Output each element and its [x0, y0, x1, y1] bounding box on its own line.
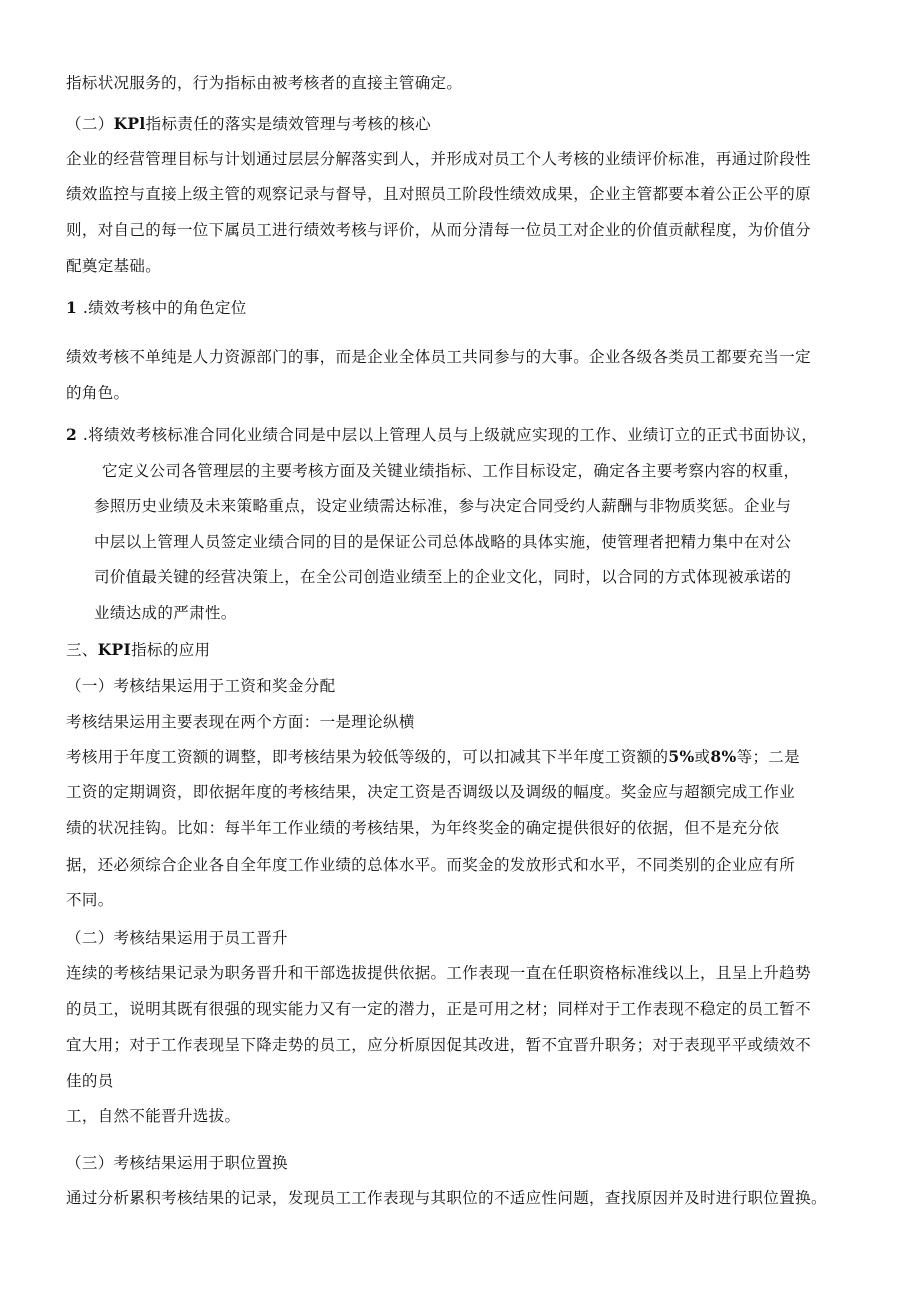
text-line: 连续的考核结果记录为职务晋升和干部选拔提供依据。工作表现一直在任职资格标准线以上，且呈上升趋势 [66, 964, 811, 982]
text-line: 绩效考核不单纯是人力资源部门的事，而是企业全体员工共同参与的大事。企业各级各类员工都要充当一定 [66, 348, 811, 366]
text-line: 司价值最关键的经营决策上，在全公司创造业绩至上的企业文化，同时，以合同的方式体现被承诺的 [94, 568, 792, 586]
text-line: 通过分析累积考核结果的记录，发现员工工作表现与其职位的不适应性问题，查找原因并及时进行职位置换。 [66, 1189, 827, 1207]
text-line: 佳的员 [66, 1072, 114, 1090]
text-line: 考核结果运用主要表现在两个方面：一是理论纵横 [66, 713, 415, 731]
section-heading: （一）考核结果运用于工资和奖金分配 [66, 677, 336, 695]
section-heading: （三）考核结果运用于职位置换 [66, 1154, 288, 1172]
text-line: 参照历史业绩及未来策略重点，设定业绩需达标准，参与决定合同受约人薪酬与非物质奖惩。企业与 [94, 497, 792, 515]
section-heading: （二）KPl指标责任的落实是绩效管理与考核的核心 [66, 114, 431, 133]
text-line: 绩效监控与直接上级主管的观察记录与督导，且对照员工阶段性绩效成果，企业主管都要本着公正公平的原 [66, 185, 811, 203]
chapter-heading: 三、KPI指标的应用 [66, 640, 211, 659]
text-line: 的员工，说明其既有很强的现实能力又有一定的潜力，正是可用之材；同样对于工作表现不稳定的员工暂不 [66, 1000, 811, 1018]
text-line: 指标状况服务的，行为指标由被考核者的直接主管确定。 [66, 74, 463, 92]
text-line: 考核用于年度工资额的调整，即考核结果为较低等级的，可以扣减其下半年度工资额的5%或8%等；二是 [66, 747, 801, 766]
text-line: 宜大用；对于工作表现呈下降走势的员工，应分析原因促其改进，暂不宜晋升职务；对于表现平平或绩效不 [66, 1036, 811, 1054]
text-line: 绩的状况挂钩。比如：每半年工作业绩的考核结果，为年终奖金的确定提供很好的依据，但不是充分依 [66, 819, 780, 837]
text-line: 中层以上管理人员签定业绩合同的目的是保证公司总体战略的具体实施，使管理者把精力集中在对公 [94, 533, 792, 551]
numbered-heading: 1 .绩效考核中的角色定位 [66, 298, 247, 317]
text-line: 据，还必须综合企业各自全年度工作业绩的总体水平。而奖金的发放形式和水平，不同类别的企业应有所 [66, 856, 796, 874]
text-line: 不同。 [66, 891, 114, 909]
text-line: 则，对自己的每一位下属员工进行绩效考核与评价，从而分清每一位员工对企业的价值贡献程度，为价值分 [66, 221, 811, 239]
text-line: 业绩达成的严肃性。 [94, 604, 237, 622]
numbered-item: 2 .将绩效考核标准合同化业绩合同是中层以上管理人员与上级就应实现的工作、业绩订立的正式书面协议， [66, 425, 818, 444]
text-line: 它定义公司各管理层的主要考核方面及关键业绩指标、工作目标设定，确定各主要考察内容的权重， [102, 462, 800, 480]
text-line: 的角色。 [66, 384, 130, 402]
text-line: 工，自然不能晋升选拔。 [66, 1107, 241, 1125]
text-line: 企业的经营管理目标与计划通过层层分解落实到人，并形成对员工个人考核的业绩评价标准，再通过阶段性 [66, 150, 811, 168]
text-line: 配奠定基础。 [66, 257, 162, 275]
text-line: 工资的定期调资，即依据年度的考核结果，决定工资是否调级以及调级的幅度。奖金应与超额完成工作业 [66, 783, 796, 801]
section-heading: （二）考核结果运用于员工晋升 [66, 929, 288, 947]
